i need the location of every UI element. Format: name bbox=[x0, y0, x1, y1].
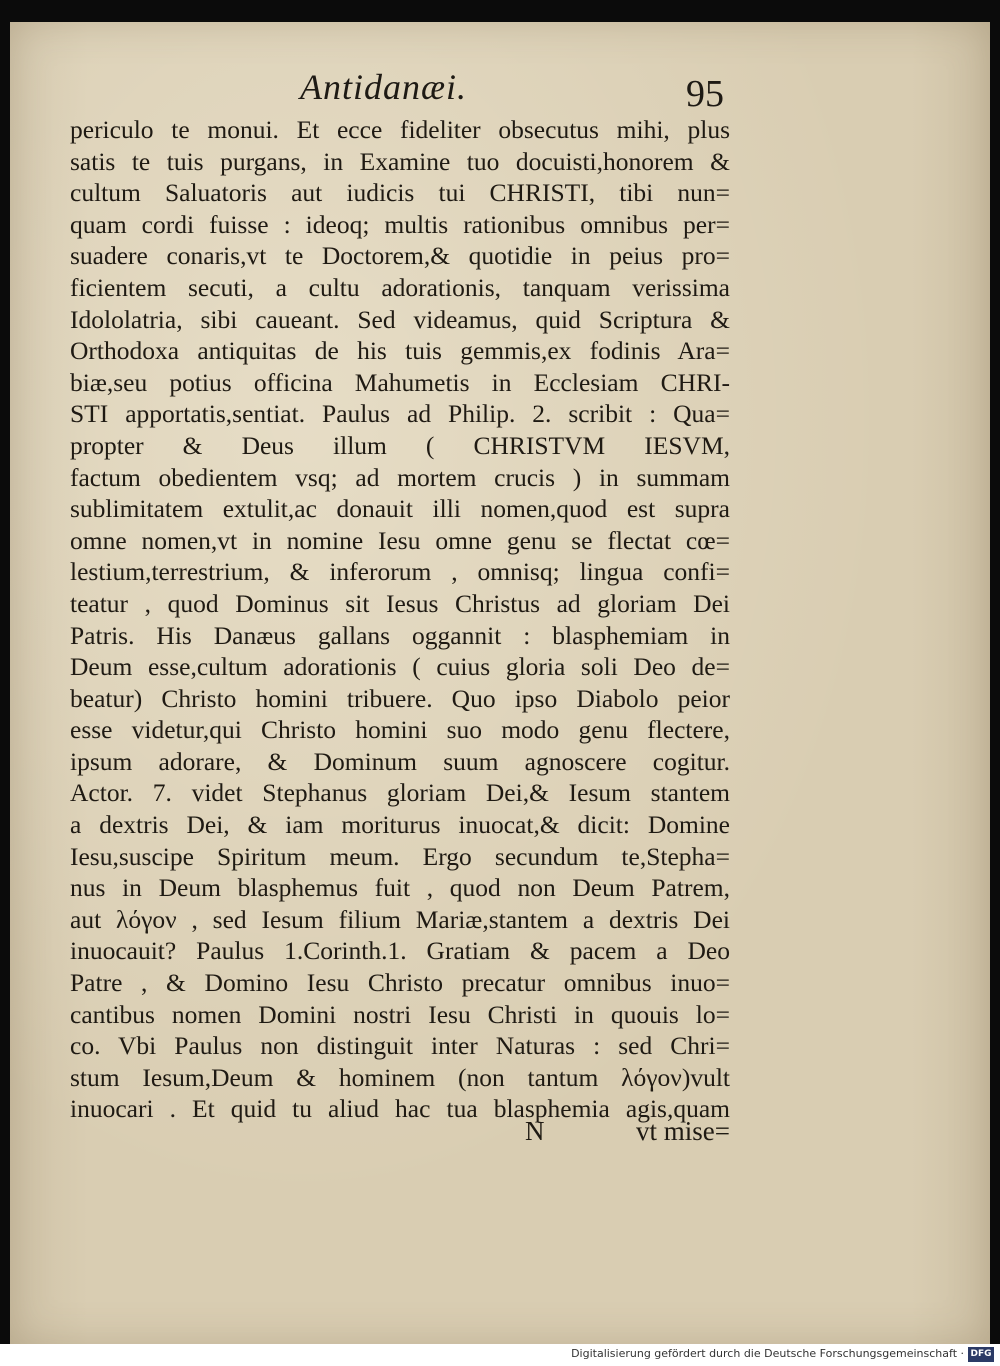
attribution-bar bbox=[0, 1344, 1000, 1366]
text-line: satis te tuis purgans, in Examine tuo docuisti,honorem & bbox=[70, 146, 730, 176]
text-line: Actor. 7. videt Stephanus gloriam Dei,& Iesum stantem bbox=[70, 778, 730, 808]
running-head: Antidanæi. bbox=[300, 67, 468, 107]
signature-mark: N bbox=[525, 1116, 545, 1146]
text-line: Patris. His Danæus gallans oggannit : blasphemiam in bbox=[70, 620, 730, 650]
text-line: cultum Saluatoris aut iudicis tui CHRISTI, tibi nun= bbox=[70, 178, 730, 208]
text-line: teatur , quod Dominus sit Iesus Christus ad gloriam Dei bbox=[70, 588, 730, 618]
text-line: periculo te monui. Et ecce fideliter obsecutus mihi, plus bbox=[70, 115, 730, 144]
text-line: lestium,terrestrium, & inferorum , omnisq; lingua confi= bbox=[70, 557, 730, 587]
dfg-logo: DFG bbox=[968, 1347, 994, 1362]
body-text bbox=[70, 114, 730, 1125]
text-line: esse videtur,qui Christo homini suo modo genu flectere, bbox=[70, 715, 730, 745]
text-line: co. Vbi Paulus non distinguit inter Naturas : sed Chri= bbox=[70, 1031, 730, 1061]
text-line: cantibus nomen Domini nostri Iesu Christi in quouis lo= bbox=[70, 999, 730, 1029]
page-foot bbox=[70, 1116, 730, 1150]
text-line: sublimitatem extulit,ac donauit illi nomen,quod est supra bbox=[70, 494, 730, 524]
text-line: STI apportatis,sentiat. Paulus ad Philip. 2. scribit : Qua= bbox=[70, 399, 730, 429]
text-line: beatur) Christo homini tribuere. Quo ipso Diabolo peior bbox=[70, 683, 730, 713]
text-line: aut λόγον , sed Iesum filium Mariæ,stantem a dextris Dei bbox=[70, 904, 730, 934]
page-number: 95 bbox=[686, 73, 724, 115]
text-line: stum Iesum,Deum & hominem (non tantum λόγον)vult bbox=[70, 1062, 730, 1092]
attribution-text: Digitalisierung gefördert durch die Deutsche Forschungsgemeinschaft · bbox=[571, 1347, 964, 1360]
text-line: inuocari . Et quid tu aliud hac tua blasphemia agis,quam bbox=[70, 1094, 730, 1124]
text-line: inuocauit? Paulus 1.Corinth.1. Gratiam & pacem a Deo bbox=[70, 936, 730, 966]
text-line: Patre , & Domino Iesu Christo precatur omnibus inuo= bbox=[70, 968, 730, 998]
text-line: Deum esse,cultum adorationis ( cuius gloria soli Deo de= bbox=[70, 652, 730, 682]
text-line: Idololatria, sibi caueant. Sed videamus, quid Scriptura & bbox=[70, 304, 730, 334]
text-line: suadere conaris,vt te Doctorem,& quotidie in peius pro= bbox=[70, 241, 730, 271]
text-line: ficientem secuti, a cultu adorationis, tanquam verissima bbox=[70, 272, 730, 302]
text-line: a dextris Dei, & iam moriturus inuocat,& dicit: Domine bbox=[70, 810, 730, 840]
text-line: Iesu,suscipe Spiritum meum. Ergo secundum te,Stepha= bbox=[70, 841, 730, 871]
text-line: omne nomen,vt in nomine Iesu omne genu se flectat cœ= bbox=[70, 525, 730, 555]
text-line: ipsum adorare, & Dominum suum agnoscere cogitur. bbox=[70, 746, 730, 776]
text-line: quam cordi fuisse : ideoq; multis rationibus omnibus per= bbox=[70, 209, 730, 239]
text-line: factum obedientem vsq; ad mortem crucis ) in summam bbox=[70, 462, 730, 492]
text-line: nus in Deum blasphemus fuit , quod non Deum Patrem, bbox=[70, 873, 730, 903]
catchword: vt mise= bbox=[636, 1116, 730, 1146]
text-line: Orthodoxa antiquitas de his tuis gemmis,ex fodinis Ara= bbox=[70, 336, 730, 366]
text-line: biæ,seu potius officina Mahumetis in Ecclesiam CHRI- bbox=[70, 367, 730, 397]
text-line: propter & Deus illum ( CHRISTVM IESVM, bbox=[70, 430, 730, 460]
